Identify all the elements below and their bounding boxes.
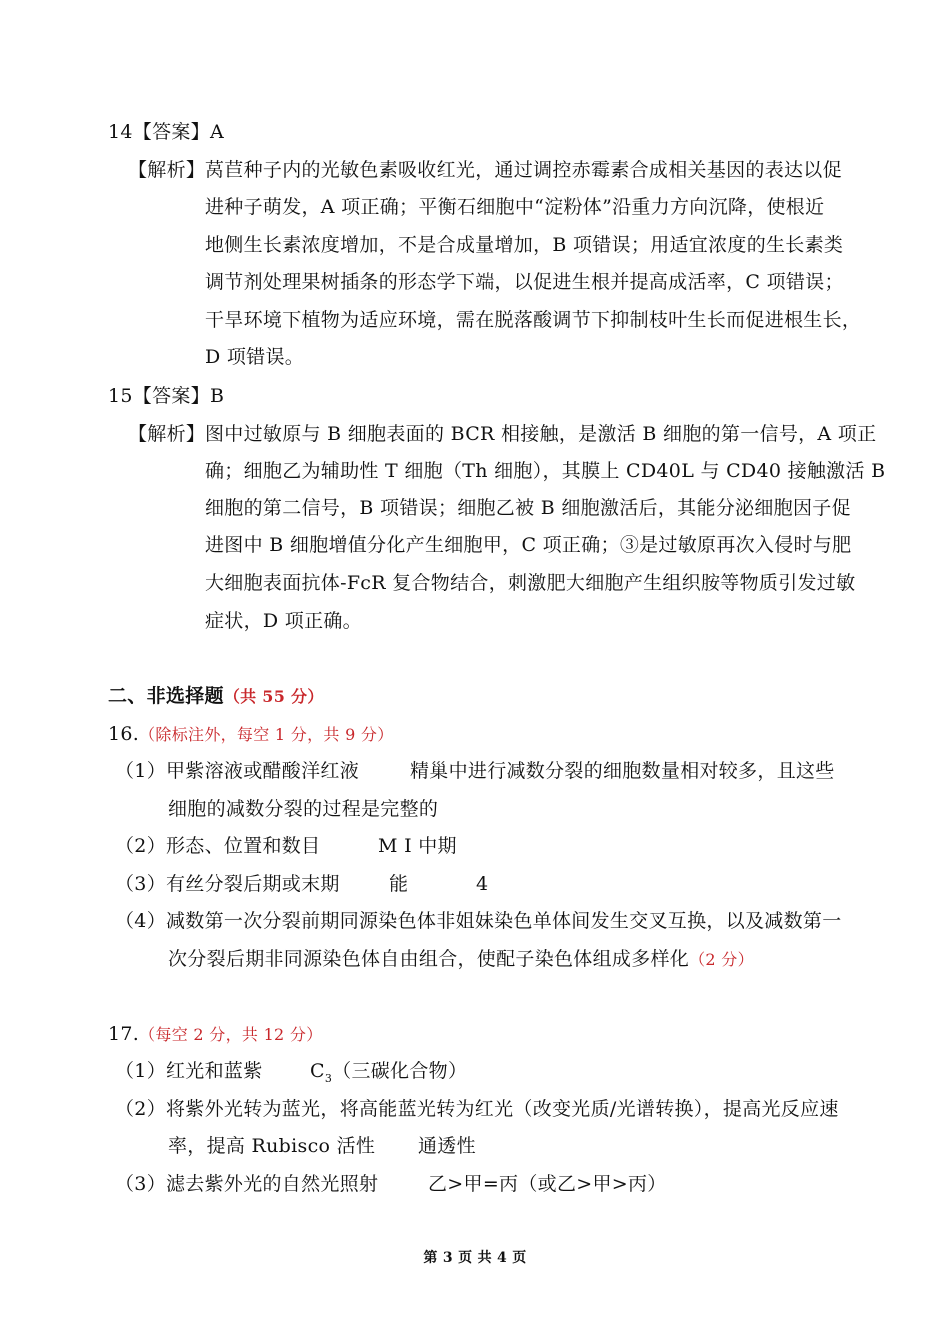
q15-line-6: 症状，D 项正确。 [205,610,362,632]
q17-part-2 [115,1096,839,1122]
q16-part-4-score-note: （2 分） [689,950,754,969]
q16-part-2-label: （2） [115,835,166,857]
q16-part-1-answer-b: 精巢中进行减数分裂的细胞数量相对较多，且这些 [410,760,835,782]
q16-part-4-label: （4） [115,910,166,932]
q17-part-3-answer-a: 滤去紫外光的自然光照射 [166,1173,379,1195]
q15-line-2: 确；细胞乙为辅助性 T 细胞（Th 细胞），其膜上 CD40L 与 CD40 接触激活 B [205,460,886,482]
section-2-score: （共 55 分） [223,687,324,706]
q15-answer: 15【答案】B [108,385,225,407]
q16-part-4 [115,908,842,934]
q17-part-3-label: （3） [115,1173,166,1195]
q17-part-1-c-letter: C [310,1060,325,1082]
q16-part-1-answer-a: 甲紫溶液或醋酸洋红液 [166,760,360,782]
q15-line-5: 大细胞表面抗体-FcR 复合物结合，刺激肥大细胞产生组织胺等物质引发过敏 [205,572,856,594]
q16-part-3-answer-c: 4 [476,873,489,895]
q17-part-1-answer-a: 红光和蓝紫 [166,1060,263,1082]
q17-part-3 [115,1171,378,1197]
q17-part-1-answer-b [310,1058,467,1092]
q15-line-4: 进图中 B 细胞增值分化产生细胞甲，C 项正确；③是过敏原再次入侵时与肥 [205,534,852,556]
section-2-title: 二、非选择题 [108,685,224,707]
q16-part-3-label: （3） [115,873,166,895]
q16-part-3 [115,871,340,897]
q16-header [108,721,394,748]
q14-line-1: 莴苣种子内的光敏色素吸收红光，通过调控赤霉素合成相关基因的表达以促 [205,159,842,181]
q14-line-5: 干旱环境下植物为适应环境，需在脱落酸调节下抑制枝叶生长而促进根生长， [205,309,862,331]
q17-part-1 [115,1058,263,1084]
q16-part-1-answer-b-cont: 细胞的减数分裂的过程是完整的 [168,798,439,820]
q17-part-3-answer-b: 乙>甲=丙（或乙>甲>丙） [428,1173,667,1195]
q14-line-3: 地侧生长素浓度增加，不是合成量增加，B 项错误；用适宜浓度的生长素类 [205,234,844,256]
q17-number: 17. [108,1023,140,1045]
q17-part-2-answer-a: 将紫外光转为蓝光，将高能蓝光转为红光（改变光质/光谱转换），提高光反应速 [166,1098,839,1120]
q16-part-3-answer-a: 有丝分裂后期或末期 [166,873,340,895]
q14-line-2: 进种子萌发，A 项正确；平衡石细胞中“淀粉体”沿重力方向沉降，使根近 [205,196,825,218]
q17-part-1-label: （1） [115,1060,166,1082]
q14-line-6: D 项错误。 [205,346,305,368]
q16-part-1-label: （1） [115,760,166,782]
q17-part-1-c-subscript: 3 [324,1071,333,1085]
q15-line-3: 细胞的第二信号，B 项错误；细胞乙被 B 细胞激活后，其能分泌细胞因子促 [205,497,851,519]
q17-part-2-answer-b: 通透性 [418,1135,476,1157]
q15-analysis-label: 【解析】 [128,423,206,445]
q16-part-2 [115,833,320,859]
q17-part-1-c-desc: （三碳化合物） [332,1060,468,1082]
q16-part-3-answer-b: 能 [389,873,409,895]
q14-line-4: 调节剂处理果树插条的形态学下端，以促进生根并提高成活率，C 项错误； [205,271,844,293]
q16-score-note: （除标注外，每空 1 分，共 9 分） [139,725,394,744]
q16-part-2-answer-b: M Ⅰ 中期 [378,835,457,857]
q16-part-1 [115,758,359,784]
page-footer: 第 3 页 共 4 页 [423,1250,527,1266]
q16-part-4-answer-b: 次分裂后期非同源染色体自由组合，使配子染色体组成多样化 [168,948,690,970]
q17-score-note: （每空 2 分，共 12 分） [139,1025,323,1044]
q16-number: 16. [108,723,140,745]
q16-part-4-cont [168,946,754,973]
q15-line-1: 图中过敏原与 B 细胞表面的 BCR 相接触，是激活 B 细胞的第一信号，A 项正 [205,423,877,445]
section-2-heading [108,683,324,710]
q17-part-2-label: （2） [115,1098,166,1120]
q16-part-2-answer-a: 形态、位置和数目 [166,835,321,857]
q17-part-2-answer-a-cont: 率，提高 Rubisco 活性 [168,1135,376,1157]
q14-analysis-label: 【解析】 [128,159,206,181]
q17-header [108,1021,323,1048]
q16-part-4-answer-a: 减数第一次分裂前期同源染色体非姐妹染色单体间发生交叉互换，以及减数第一 [166,910,842,932]
q14-answer: 14【答案】A [108,121,224,143]
